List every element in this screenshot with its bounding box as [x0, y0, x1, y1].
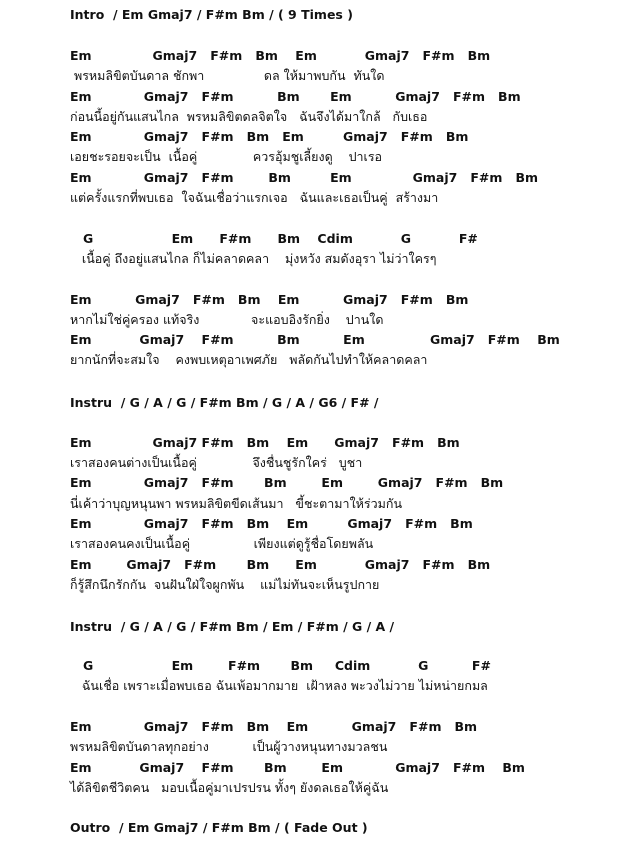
chord-line: G Em F#m Bm Cdim G F# [70, 231, 478, 246]
lyric-line: หากไม่ใช่คู่ครอง แท้จริง จะแอบอิงรักยิ่ง ปานใด [70, 312, 384, 327]
lyric-line: ก็รู้สึกนึกรักกัน จนฝันใฝ่ใจผูกพัน แม่ไม่ทันจะเห็นรูปกาย [70, 577, 380, 592]
chord-line: Em Gmaj7 F#m Bm Em Gmaj7 F#m Bm [70, 129, 469, 144]
lyric-line: เอยชะรอยจะเป็น เนื้อคู่ ควรอุ้มชูเลี้ยงดู ปาเรอ [70, 149, 383, 164]
lyric-line: ยากนักที่จะสมใจ คงพบเหตุอาเพศภัย พลัดกันไปทำให้คลาดคลา [70, 352, 428, 367]
section-header: Instru / G / A / G / F#m Bm / Em / F#m / G / A / [70, 619, 395, 634]
chord-line: Em Gmaj7 F#m Bm Em Gmaj7 F#m Bm [70, 516, 473, 531]
chord-line: Em Gmaj7 F#m Bm Em Gmaj7 F#m Bm [70, 719, 478, 734]
lyric-line: พรหมลิขิตบันดาล ชักพา ดล ให้มาพบกัน ทันใด [70, 68, 385, 83]
lyric-line: แต่ครั้งแรกที่พบเธอ ใจฉันเชื่อว่าแรกเจอ ฉันและเธอเป็นคู่ สร้างมา [70, 190, 439, 205]
lyric-line: เราสองคนต่างเป็นเนื้อคู่ จึงชื่นชูรักใคร่ บูชา [70, 455, 363, 470]
chord-line: Em Gmaj7 F#m Bm Em Gmaj7 F#m Bm [70, 435, 460, 450]
lyric-line: ฉันเชื่อ เพราะเมื่อพบเธอ ฉันเพ้อมากมาย เฝ้าหลง พะวงไม่วาย ไม่หน่ายกมล [70, 678, 488, 693]
lyric-line: ได้ลิขิตชีวิตคน มอบเนื้อคู่มาเปรปรน ทั้งๆ ยังดลเธอให้คู่ฉัน [70, 780, 389, 795]
chord-line: G Em F#m Bm Cdim G F# [70, 658, 491, 673]
chord-line: Em Gmaj7 F#m Bm Em Gmaj7 F#m Bm [70, 557, 491, 572]
lyric-line: ก่อนนี้อยู่กันแสนไกล พรหมลิขิตดลจิตใจ ฉันจึงได้มาใกล้ กับเธอ [70, 109, 428, 124]
section-header: Outro / Em Gmaj7 / F#m Bm / ( Fade Out ) [70, 820, 368, 835]
lyric-line: พรหมลิขิตบันดาลทุกอย่าง เป็นผู้วางหนุนทางมวลชน [70, 739, 388, 754]
chord-line: Em Gmaj7 F#m Bm Em Gmaj7 F#m Bm [70, 48, 491, 63]
lyric-line: เราสองคนคงเป็นเนื้อคู่ เพียงแต่ดูรู้ชื่อโดยพลัน [70, 536, 374, 551]
chord-line: Em Gmaj7 F#m Bm Em Gmaj7 F#m Bm [70, 170, 539, 185]
chord-line: Em Gmaj7 F#m Bm Em Gmaj7 F#m Bm [70, 89, 521, 104]
section-header: Instru / G / A / G / F#m Bm / G / A / G6 / F# / [70, 395, 379, 410]
chord-line: Em Gmaj7 F#m Bm Em Gmaj7 F#m Bm [70, 475, 504, 490]
lyric-line: เนื้อคู่ ถึงอยู่แสนไกล ก็ไม่คลาดคลา มุ่งหวัง สมดังอุรา ไม่ว่าใครๆ [70, 251, 437, 266]
lyric-line: นี่เค้าว่าบุญหนุนพา พรหมลิขิตขีดเส้นมา ขี้ชะตามาให้ร่วมกัน [70, 496, 402, 511]
chord-line: Em Gmaj7 F#m Bm Em Gmaj7 F#m Bm [70, 760, 525, 775]
section-header: Intro / Em Gmaj7 / F#m Bm / ( 9 Times ) [70, 7, 353, 22]
chord-line: Em Gmaj7 F#m Bm Em Gmaj7 F#m Bm [70, 292, 469, 307]
chord-line: Em Gmaj7 F#m Bm Em Gmaj7 F#m Bm [70, 332, 560, 347]
